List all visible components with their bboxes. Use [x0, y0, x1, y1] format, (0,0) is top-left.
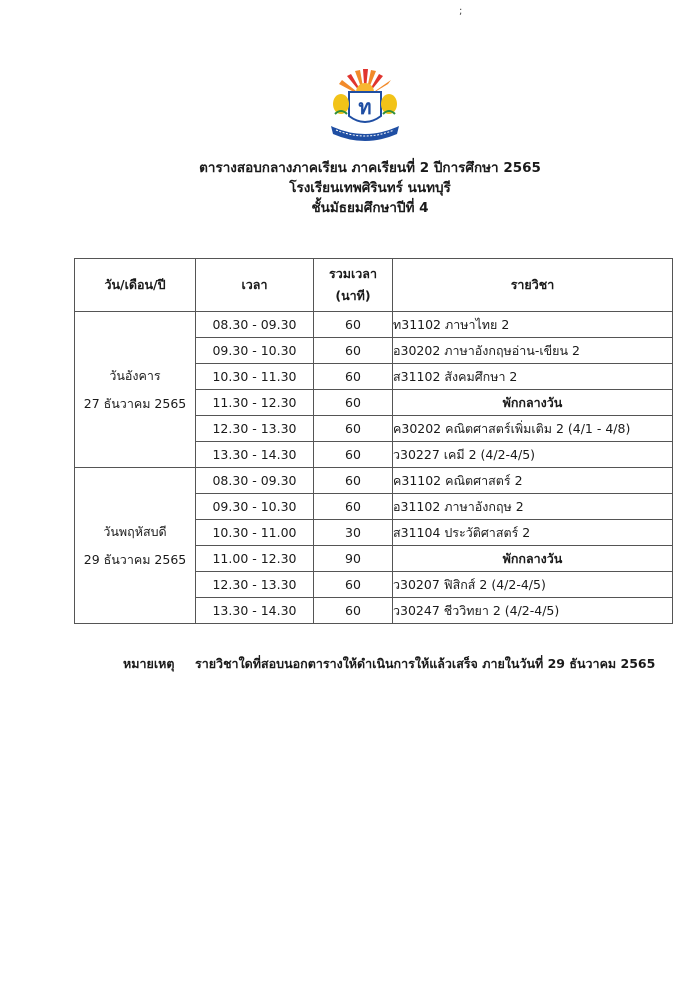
- school-name: โรงเรียนเทพศิรินทร์ นนทบุรี: [289, 180, 451, 196]
- school-logo: [327, 68, 403, 146]
- exam-schedule-table: [74, 258, 673, 624]
- time-cell: 10.30 - 11.30: [196, 364, 314, 390]
- grade-level: ชั้นมัธยมศึกษาปีที่ 4: [311, 200, 429, 216]
- column-header-minutes-line2: (นาที): [335, 288, 371, 303]
- minutes-cell: 90: [314, 546, 393, 572]
- time-cell: 10.30 - 11.00: [196, 520, 314, 546]
- time-cell: 11.00 - 12.30: [196, 546, 314, 572]
- subject-cell: อ30202 ภาษาอังกฤษอ่าน-เขียน 2: [393, 338, 673, 364]
- weekday: วันอังคาร: [109, 367, 161, 383]
- table-header-row: [75, 259, 673, 312]
- time-cell: 13.30 - 14.30: [196, 598, 314, 624]
- minutes-cell: 60: [314, 364, 393, 390]
- subject-cell: ว30227 เคมี 2 (4/2-4/5): [393, 442, 673, 468]
- minutes-cell: 60: [314, 312, 393, 338]
- schedule-body: [75, 312, 673, 624]
- remark-text: รายวิชาใดที่สอบนอกตารางให้ดำเนินการให้แล้วเสร็จ ภายในวันที่ 29 ธันวาคม 2565: [195, 656, 656, 671]
- minutes-cell: 60: [314, 598, 393, 624]
- time-cell: 09.30 - 10.30: [196, 494, 314, 520]
- minutes-cell: 60: [314, 338, 393, 364]
- column-header-minutes: [314, 259, 393, 312]
- subject-cell: ท31102 ภาษาไทย 2: [393, 312, 673, 338]
- column-header-time: เวลา: [196, 259, 314, 312]
- exam-title: ตารางสอบกลางภาคเรียน ภาคเรียนที่ 2 ปีการศึกษา 2565: [199, 160, 541, 176]
- day-cell: [75, 468, 196, 624]
- time-cell: 08.30 - 09.30: [196, 312, 314, 338]
- minutes-cell: 60: [314, 416, 393, 442]
- subject-cell: ส31104 ประวัติศาสตร์ 2: [393, 520, 673, 546]
- minutes-cell: 60: [314, 442, 393, 468]
- subject-cell: ว30207 ฟิสิกส์ 2 (4/2-4/5): [393, 572, 673, 598]
- column-header-subject: รายวิชา: [393, 259, 673, 312]
- minutes-cell: 60: [314, 390, 393, 416]
- minutes-cell: 30: [314, 520, 393, 546]
- minutes-cell: 60: [314, 468, 393, 494]
- remark: [123, 654, 655, 674]
- subject-cell: ค30202 คณิตศาสตร์เพิ่มเติม 2 (4/1 - 4/8): [393, 416, 673, 442]
- lunch-break-cell: พักกลางวัน: [393, 546, 673, 572]
- time-cell: 12.30 - 13.30: [196, 416, 314, 442]
- time-cell: 08.30 - 09.30: [196, 468, 314, 494]
- time-cell: 11.30 - 12.30: [196, 390, 314, 416]
- svg-text:ท: ท: [358, 95, 372, 119]
- document-heading: [0, 158, 700, 218]
- weekday: วันพฤหัสบดี: [103, 523, 167, 539]
- time-cell: 12.30 - 13.30: [196, 572, 314, 598]
- day-cell: [75, 312, 196, 468]
- column-header-minutes-line1: รวมเวลา: [329, 266, 377, 281]
- remark-label: หมายเหตุ: [123, 656, 175, 671]
- minutes-cell: 60: [314, 494, 393, 520]
- table-row: [75, 312, 673, 338]
- subject-cell: ค31102 คณิตศาสตร์ 2: [393, 468, 673, 494]
- column-header-day: วัน/เดือน/ปี: [75, 259, 196, 312]
- subject-cell: อ31102 ภาษาอังกฤษ 2: [393, 494, 673, 520]
- scan-speck: ;: [459, 6, 463, 17]
- exam-date: 29 ธันวาคม 2565: [83, 551, 187, 567]
- minutes-cell: 60: [314, 572, 393, 598]
- table-row: [75, 468, 673, 494]
- subject-cell: ว30247 ชีววิทยา 2 (4/2-4/5): [393, 598, 673, 624]
- time-cell: 13.30 - 14.30: [196, 442, 314, 468]
- time-cell: 09.30 - 10.30: [196, 338, 314, 364]
- lunch-break-cell: พักกลางวัน: [393, 390, 673, 416]
- exam-date: 27 ธันวาคม 2565: [83, 395, 187, 411]
- subject-cell: ส31102 สังคมศึกษา 2: [393, 364, 673, 390]
